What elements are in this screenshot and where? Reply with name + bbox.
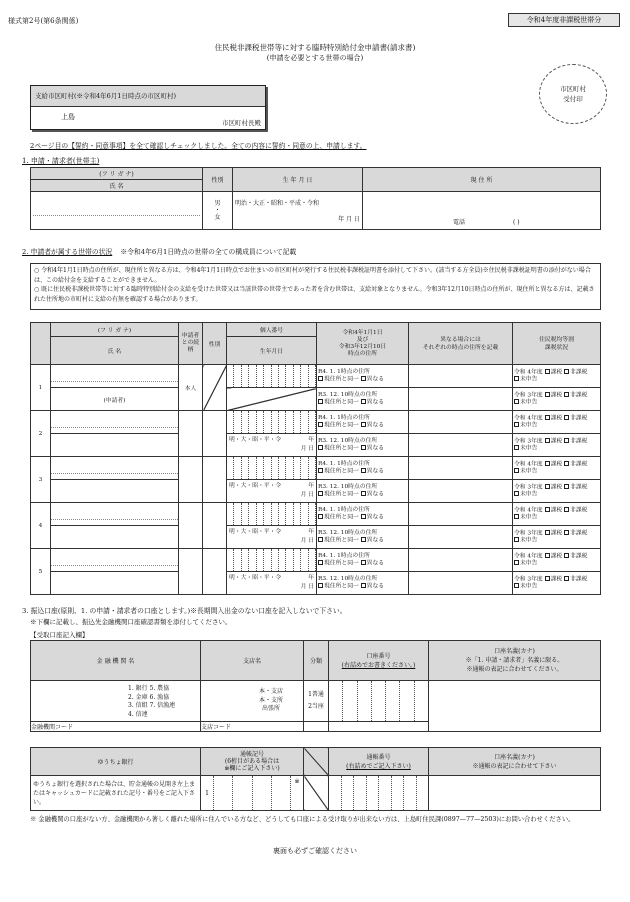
- bank-table: [30, 640, 601, 732]
- hh-diff[interactable]: 異なる: [366, 514, 385, 521]
- hh-relation-field[interactable]: [179, 549, 203, 595]
- tel-paren: ( ): [513, 219, 520, 226]
- reception-stamp: [539, 64, 607, 124]
- yholder-header: 口座名義(カナ): [494, 753, 535, 761]
- hh-mon-day: 月 日: [300, 492, 314, 498]
- hh-row-no: 1: [31, 365, 51, 411]
- hh-nontax[interactable]: 非課税: [570, 415, 588, 421]
- applicant-table: [30, 167, 601, 230]
- section2-note: ※令和4年6月1日時点の世帯の全ての構成員について記載: [120, 248, 297, 256]
- ysym-sub: (6桁目がある場合は ※欄にご記入下さい): [224, 758, 280, 772]
- hh-same[interactable]: 現住所と同一: [324, 537, 359, 544]
- holder-note1: ※「1. 申請・請求者」名義に限る。: [465, 657, 564, 664]
- yucho-table: [30, 747, 601, 811]
- hh-diff[interactable]: 異なる: [366, 422, 385, 429]
- sex-options[interactable]: 男 ・ 女: [203, 192, 233, 230]
- ynum-sub: (右詰めでご記入下さい): [346, 762, 411, 770]
- branch-types[interactable]: 本・支店 本・支所 出張所: [201, 681, 304, 722]
- hh-diff[interactable]: 異なる: [366, 491, 385, 498]
- hh-relation-field[interactable]: [179, 411, 203, 457]
- hh-relation: 本人: [179, 365, 203, 411]
- address-field[interactable]: [363, 192, 601, 230]
- hh-nontax[interactable]: 非課税: [570, 553, 588, 559]
- hh-era[interactable]: 明・大・昭・平・令: [229, 529, 282, 535]
- hh-r4-label: R4. 1. 1時点の住所: [318, 506, 370, 513]
- yucho-star: ※: [294, 778, 300, 785]
- ysym-header: 通帳記号: [239, 751, 264, 758]
- hh-indiv-header: 個人番号: [227, 323, 317, 337]
- hh-tax-year3: 令和 3年度: [514, 392, 543, 398]
- hh-taxed[interactable]: 課税: [550, 438, 563, 444]
- fiscal-badge: 令和4年度非課税世帯分: [508, 13, 620, 27]
- hh-relation-field[interactable]: [179, 503, 203, 549]
- hh-diff-addr-field[interactable]: [409, 434, 513, 457]
- hh-row-no: 2: [31, 411, 51, 457]
- hh-tax-year3: 令和 3年度: [514, 576, 543, 582]
- hh-r4-label: R4. 1. 1時点の住所: [318, 460, 370, 467]
- hh-tax-year3: 令和 3年度: [514, 530, 543, 536]
- hh-nontax[interactable]: 非課税: [570, 369, 588, 375]
- hh-diff-addr-field[interactable]: [409, 411, 513, 434]
- hh-unfiled[interactable]: 未申告: [520, 537, 538, 544]
- hh-address-header: 令和4年1月1日 及び 令和3年12月10日 時点の住所: [317, 323, 409, 365]
- hh-unfiled[interactable]: 未申告: [520, 468, 538, 475]
- hh-nontax[interactable]: 非課税: [570, 438, 588, 444]
- hh-tax-header: 住民税均等割 課税状況: [513, 323, 601, 365]
- hh-tax-year4: 令和 4年度: [514, 415, 543, 421]
- mayor-salutation: 市区町村長殿: [222, 119, 261, 127]
- section1-title: 1. 申請・請求者(世帯主): [22, 157, 100, 165]
- hh-year: 年: [308, 437, 314, 443]
- hh-name-field[interactable]: [51, 434, 179, 457]
- hh-indiv-field[interactable]: [227, 549, 317, 572]
- hh-r3-label: R3. 12. 10時点の住所: [318, 437, 378, 444]
- town-name: 上島: [61, 113, 75, 121]
- hh-nontax[interactable]: 非課税: [570, 576, 588, 582]
- hh-r3-label: R3. 12. 10時点の住所: [318, 529, 378, 536]
- hh-relation-header: 申請者との続柄: [179, 323, 203, 365]
- page-title: 住民税非課税世帯等に対する臨時特別給付金申請書(請求書): [214, 43, 416, 52]
- hh-r3-label: R3. 12. 10時点の住所: [318, 575, 378, 582]
- bank-header: 金 融 機 関 名: [31, 641, 201, 681]
- hh-taxed[interactable]: 課税: [550, 484, 563, 490]
- addressee-box: [30, 85, 266, 130]
- hh-same[interactable]: 現住所と同一: [324, 422, 359, 429]
- hh-furigana-header: (フ リ ガ ナ): [51, 323, 179, 337]
- hh-nontax[interactable]: 非課税: [570, 484, 588, 490]
- hh-diff-addr-field[interactable]: [409, 503, 513, 526]
- branch-code-label: 支店コード: [201, 724, 232, 731]
- bank-name-field[interactable]: [31, 681, 201, 722]
- hh-taxed[interactable]: 課税: [550, 461, 563, 467]
- hh-taxed[interactable]: 課税: [550, 576, 563, 582]
- hh-diff-addr-field[interactable]: [409, 457, 513, 480]
- stamp-line2: 受付印: [563, 95, 583, 103]
- hh-unfiled[interactable]: 未申告: [520, 514, 538, 521]
- hh-unfiled[interactable]: 未申告: [520, 376, 538, 383]
- furigana-header: (フ リ ガ ナ): [31, 168, 203, 180]
- hh-year: 年: [308, 483, 314, 489]
- hh-nontax[interactable]: 非課税: [570, 461, 588, 467]
- yholder-sub: ※通帳の表記に合わせて下さい: [472, 762, 557, 770]
- acct-types[interactable]: 1普通 2当座: [304, 681, 329, 722]
- birth-header: 生 年 月 日: [233, 168, 363, 192]
- hh-same[interactable]: 現住所と同一: [324, 583, 359, 590]
- yucho-header: ゆうちょ銀行: [31, 748, 201, 776]
- hh-diff[interactable]: 異なる: [366, 583, 385, 590]
- hh-same[interactable]: 現住所と同一: [324, 376, 359, 383]
- hh-taxed[interactable]: 課税: [550, 392, 563, 398]
- hh-r4-label: R4. 1. 1時点の住所: [318, 552, 370, 559]
- footnote: ※ 金融機関の口座がない方、金融機関から著しく離れた場所に住んでいる方など、どうしても口座による受け取りが出来ない方は、上島町住民課(0897—77—2503)にお問い合わせください。: [30, 816, 575, 823]
- hh-year: 年: [308, 529, 314, 535]
- hh-same[interactable]: 現住所と同一: [324, 491, 359, 498]
- hh-same[interactable]: 現住所と同一: [324, 468, 359, 475]
- hh-furigana-field[interactable]: [51, 365, 179, 388]
- household-rows: [30, 364, 601, 595]
- hh-unfiled[interactable]: 未申告: [520, 445, 538, 452]
- holder-note2: ※通帳の表記に合わせてください。: [466, 666, 563, 673]
- page-subtitle: (申請を必要とする世帯の場合): [266, 54, 364, 62]
- hh-taxed[interactable]: 課税: [550, 507, 563, 513]
- holder-header: 口座名義(カナ): [494, 648, 535, 655]
- hh-indiv-field[interactable]: [227, 457, 317, 480]
- acct-header: 口座番号: [366, 652, 391, 660]
- hh-unfiled[interactable]: 未申告: [520, 399, 538, 406]
- hh-furigana-field[interactable]: [51, 411, 179, 434]
- hh-row-no: 3: [31, 457, 51, 503]
- section3-sub: ※下欄に記載し、振込先金融機関口座確認書類を添付してください。: [30, 618, 232, 626]
- consent-statement: 2ページ目の【誓約・同意事項】を全て確認しチェックしました。全ての内容に誓約・同意の上、申請します。: [30, 142, 367, 150]
- hh-nontax[interactable]: 非課税: [570, 392, 588, 398]
- hh-diff[interactable]: 異なる: [366, 399, 385, 406]
- hh-diff-addr-field[interactable]: [409, 549, 513, 572]
- hh-mon-day: 月 日: [300, 584, 314, 590]
- hh-era[interactable]: 明・大・昭・平・令: [229, 483, 282, 489]
- hh-era[interactable]: 明・大・昭・平・令: [229, 575, 282, 581]
- hh-applicant: (申請者): [103, 397, 126, 404]
- type-header: 分類: [304, 641, 329, 681]
- bank-bracket: 【受取口座記入欄】: [30, 631, 89, 639]
- hh-nontax[interactable]: 非課税: [570, 507, 588, 513]
- hh-row-no: 4: [31, 503, 51, 549]
- hh-indiv-field[interactable]: [227, 411, 317, 434]
- hh-r4-label: R4. 1. 1時点の住所: [318, 414, 370, 421]
- ymd-label: 年 月 日: [338, 216, 360, 223]
- bank-code-label: 金融機関コード: [31, 724, 74, 731]
- section2-title: 2. 申請者が属する世帯の状況: [22, 248, 113, 256]
- section3-title: 3. 振込口座(原則、1. の申請・請求者の口座とします。)※長期間入出金のない口座を記入しないで下さい。: [22, 607, 347, 615]
- hh-sex-header: 性別: [203, 323, 227, 365]
- stamp-line1: 市区町村: [560, 85, 586, 93]
- hh-tax-year4: 令和 4年度: [514, 553, 543, 559]
- notice-1: ○ 令和4年1月1日時点の住所が、現住所と異なる方は、令和4年1月1日時点でお住まいの市区町村が発行する住民税非課税証明書を添付して下さい。(該当する方全員)※住民税非課税証明書の添付がない場合は、この給付金を支給することができません。: [34, 267, 591, 284]
- section2-title-row: [22, 246, 296, 256]
- hh-diff[interactable]: 異なる: [366, 445, 385, 452]
- hh-era[interactable]: 明・大・昭・平・令: [229, 437, 282, 443]
- hh-name-header: 氏 名: [51, 337, 179, 365]
- holder-field[interactable]: [429, 681, 601, 732]
- ynum-field[interactable]: [329, 776, 429, 811]
- hh-taxed[interactable]: 課税: [550, 369, 563, 375]
- hh-diff[interactable]: 異なる: [366, 376, 385, 383]
- hh-diff[interactable]: 異なる: [366, 537, 385, 544]
- hh-diff-header: 異なる場合には それぞれの時点の住所を記載: [409, 323, 513, 365]
- applicant-name-field[interactable]: [31, 192, 203, 230]
- hh-furigana-field[interactable]: [51, 503, 179, 526]
- hh-diff[interactable]: 異なる: [366, 468, 385, 475]
- hh-unfiled[interactable]: 未申告: [520, 491, 538, 498]
- yholder-field[interactable]: [429, 776, 601, 811]
- birth-field[interactable]: [233, 192, 363, 230]
- bank-types: 1. 銀行 5. 農協 2. 金庫 6. 漁協 3. 信組 7. 信漁連 4. 信連: [128, 685, 176, 718]
- hh-name-field[interactable]: [51, 526, 179, 549]
- hh-diff-addr-field[interactable]: [409, 388, 513, 411]
- back-note: 裏面も必ずご確認ください: [273, 847, 357, 855]
- addressee-label: 支給市区町村(※令和4年6月1日時点の市区町村): [31, 86, 265, 107]
- form-id: 様式第2号(第6条関係): [8, 17, 79, 25]
- sex-header: 性別: [203, 168, 233, 192]
- address-header: 現 住 所: [363, 168, 601, 192]
- hh-sex-field[interactable]: [203, 365, 227, 411]
- hh-mon-day: 月 日: [300, 538, 314, 544]
- hh-r3-label: R3. 12. 10時点の住所: [318, 483, 378, 490]
- hh-tax-year3: 令和 3年度: [514, 438, 543, 444]
- hh-diff[interactable]: 異なる: [366, 560, 385, 567]
- hh-unfiled[interactable]: 未申告: [520, 422, 538, 429]
- ynum-header: 通帳番号: [366, 753, 391, 761]
- yucho-note: ゆうちょ銀行を選択された場合は、貯金通帳の見開き左上またはキャッシュカードに記載された記号・番号をご記入下さい。: [31, 776, 201, 811]
- hh-sex-field[interactable]: [203, 503, 227, 549]
- household-table: [30, 322, 601, 365]
- hh-same[interactable]: 現住所と同一: [324, 445, 359, 452]
- acct-number-field[interactable]: [329, 681, 429, 722]
- tel-label: 電話: [453, 219, 466, 226]
- hh-same[interactable]: 現住所と同一: [324, 560, 359, 567]
- hh-taxed[interactable]: 課税: [550, 415, 563, 421]
- hh-year: 年: [308, 575, 314, 581]
- hh-same[interactable]: 現住所と同一: [324, 399, 359, 406]
- hh-tax-year4: 令和 4年度: [514, 461, 543, 467]
- hh-name-field[interactable]: [51, 572, 179, 595]
- hh-taxed[interactable]: 課税: [550, 553, 563, 559]
- name-header: 氏 名: [31, 180, 203, 192]
- hh-unfiled[interactable]: 未申告: [520, 560, 538, 567]
- branch-header: 支店名: [201, 641, 304, 681]
- acct-sub: (右詰めでお書きください。): [341, 661, 416, 669]
- hh-furigana-field[interactable]: [51, 457, 179, 480]
- hh-nontax[interactable]: 非課税: [570, 530, 588, 536]
- hh-sex-field[interactable]: [203, 457, 227, 503]
- hh-diff-addr-field[interactable]: [409, 480, 513, 503]
- hh-diff-addr-field[interactable]: [409, 365, 513, 388]
- hh-tax-year4: 令和 4年度: [514, 369, 543, 375]
- hh-same[interactable]: 現住所と同一: [324, 514, 359, 521]
- hh-relation-field[interactable]: [179, 457, 203, 503]
- hh-sex-field[interactable]: [203, 549, 227, 595]
- notice-box: [30, 263, 601, 310]
- hh-r4-label: R4. 1. 1時点の住所: [318, 368, 370, 375]
- hh-diff-addr-field[interactable]: [409, 526, 513, 549]
- ysym-field[interactable]: [201, 776, 304, 811]
- yucho-one: 1: [205, 789, 209, 797]
- hh-name-field[interactable]: [51, 480, 179, 503]
- hh-indiv-field[interactable]: [227, 503, 317, 526]
- hh-tax-year4: 令和 4年度: [514, 507, 543, 513]
- hh-mon-day: 月 日: [300, 446, 314, 452]
- hh-row-no: 5: [31, 549, 51, 595]
- hh-sex-field[interactable]: [203, 411, 227, 457]
- hh-taxed[interactable]: 課税: [550, 530, 563, 536]
- hh-furigana-field[interactable]: [51, 549, 179, 572]
- hh-tax-year3: 令和 3年度: [514, 484, 543, 490]
- notice-2: ○ 既に住民税非課税世帯等に対する臨時特別給付金の支給を受けた世帯又は当該世帯の世帯主であった者を含む世帯は、支給対象となりません。令和3年12月10日時点の住所が、現住所と異なる方は、記載された住所地の市町村に支給の有無を確認する場合があります。: [34, 286, 595, 303]
- hh-indiv-field[interactable]: [227, 365, 317, 388]
- era-options: 明治・大正・昭和・平成・令和: [235, 200, 320, 207]
- hh-diff-addr-field[interactable]: [409, 572, 513, 595]
- hh-birth-header: 生年月日: [227, 337, 317, 365]
- hh-r3-label: R3. 12. 10時点の住所: [318, 391, 378, 398]
- hh-unfiled[interactable]: 未申告: [520, 583, 538, 590]
